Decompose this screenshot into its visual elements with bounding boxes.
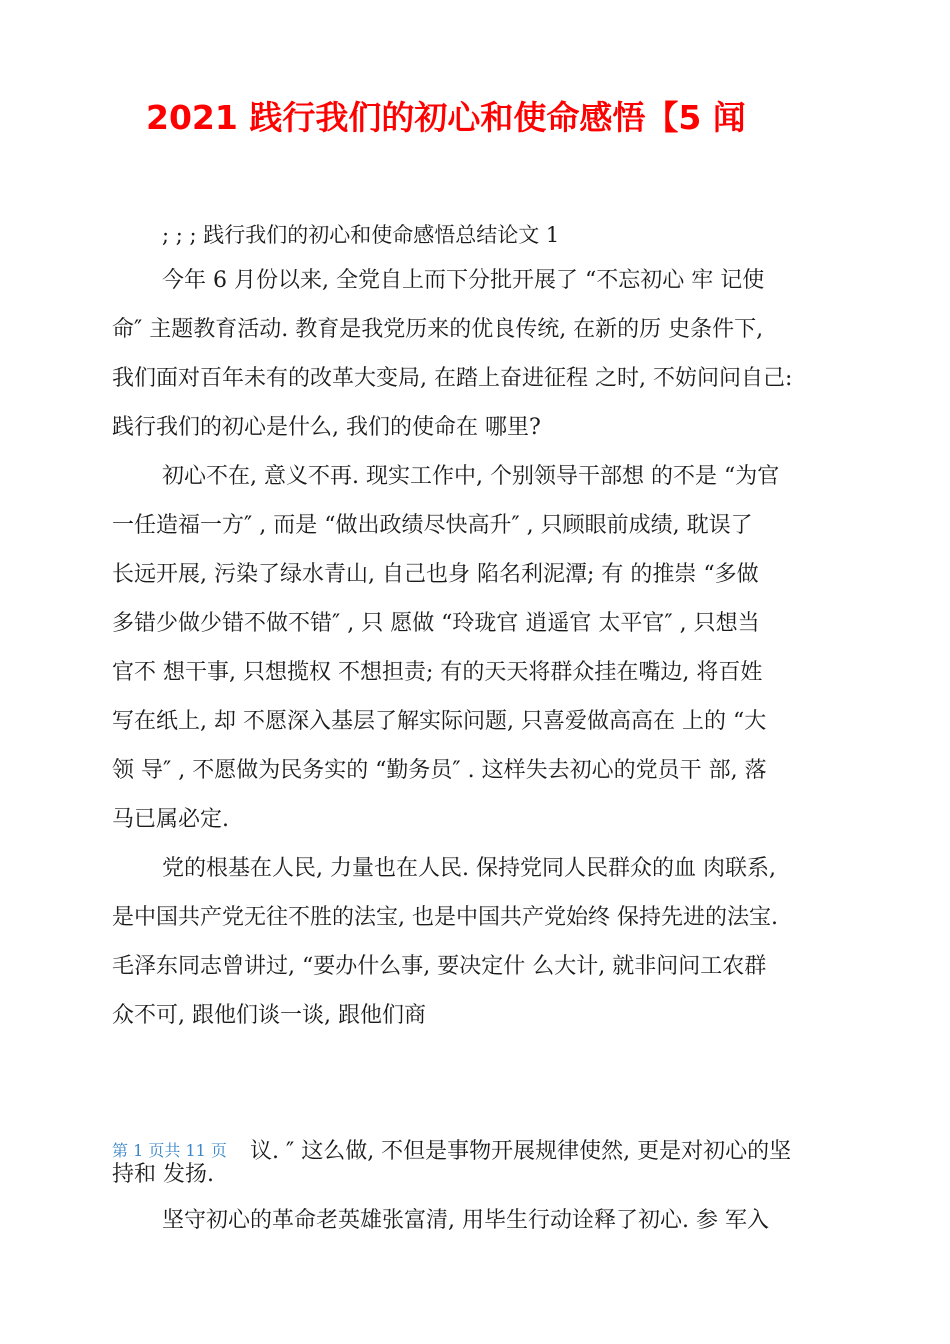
paragraph-line: 毛泽东同志曾讲过, “要办什么事, 要决定什 么大计, 就非问问工农群 — [112, 954, 767, 979]
paragraph-line: 今年 6 月份以来, 全党自上而下分批开展了 “不忘初心 牢 记使 — [162, 268, 765, 293]
continued-text: 议. ″ 这么做, 不但是事物开展规律使然, 更是对初心的坚 — [250, 1139, 792, 1164]
paragraph-line: 多错少做少错不做不错″ , 只 愿做 “玲珑官 逍遥官 太平官″ , 只想当 — [112, 611, 760, 636]
paragraph-line: 众不可, 跟他们谈一谈, 跟他们商 — [112, 1003, 426, 1028]
paragraph-line: 马已属必定. — [112, 807, 229, 832]
paragraph-line: 官不 想干事, 只想揽权 不想担责; 有的天天将群众挂在嘴边, 将百姓 — [112, 660, 763, 685]
page-number-label: 第 1 页共 11 页 — [112, 1141, 227, 1160]
section-heading: ; ; ; 践行我们的初心和使命感悟总结论文 1 — [162, 223, 560, 247]
paragraph-line: 一任造福一方″ , 而是 “做出政绩尽快高升″ , 只顾眼前成绩, 耽误了 — [112, 513, 753, 538]
document-title: 2021 践行我们的初心和使命感悟【5 闻 — [146, 98, 746, 137]
paragraph-line: 写在纸上, 却 不愿深入基层了解实际问题, 只喜爱做高高在 上的 “大 — [112, 709, 767, 734]
paragraph-line: 我们面对百年未有的改革大变局, 在踏上奋进征程 之时, 不妨问问自己: — [112, 366, 793, 391]
paragraph-line: 是中国共产党无往不胜的法宝, 也是中国共产党始终 保持先进的法宝. — [112, 905, 778, 930]
paragraph-line: 持和 发扬. — [112, 1162, 214, 1187]
paragraph-line: 坚守初心的革命老英雄张富清, 用毕生行动诠释了初心. 参 军入 — [162, 1208, 769, 1233]
paragraph-line: 命″ 主题教育活动. 教育是我党历来的优良传统, 在新的历 史条件下, — [112, 317, 764, 342]
paragraph-line: 领 导″ , 不愿做为民务实的 “勤务员″ . 这样失去初心的党员干 部, 落 — [112, 758, 767, 783]
paragraph-line: 长远开展, 污染了绿水青山, 自己也身 陷名利泥潭; 有 的推崇 “多做 — [112, 562, 759, 587]
paragraph-line: 初心不在, 意义不再. 现实工作中, 个别领导干部想 的不是 “为官 — [162, 464, 780, 489]
paragraph-line: 践行我们的初心是什么, 我们的使命在 哪里? — [112, 415, 541, 440]
paragraph-line: 党的根基在人民, 力量也在人民. 保持党同人民群众的血 肉联系, — [162, 856, 776, 881]
